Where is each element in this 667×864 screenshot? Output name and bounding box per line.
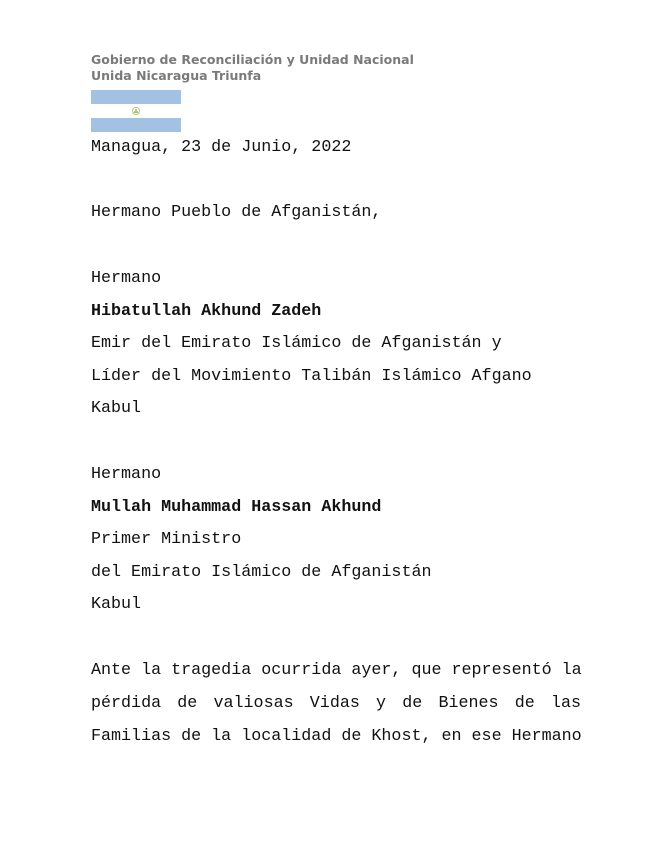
recipient-block-2 [91,465,581,628]
body-line: Ante la tragedia ocurrida ayer, que representó la [91,660,582,680]
body-line: pérdida de valiosas Vidas y de Bienes de las [91,693,581,713]
recipient-name: Mullah Muhammad Hassan Akhund [91,497,382,517]
recipient-city: Kabul [91,595,142,615]
government-header-line-1: Gobierno de Reconciliación y Unidad Nacional [91,52,414,67]
letter-greeting: Hermano Pueblo de Afganistán, [91,203,382,222]
recipient-block-1 [91,269,581,432]
recipient-title-line-1: Primer Ministro [91,530,242,550]
recipient-title-line-2: Líder del Movimiento Talibán Islámico Afgano [91,366,532,386]
recipient-salutation: Hermano [91,269,162,288]
recipient-salutation: Hermano [91,464,162,484]
letter-page [91,52,581,760]
flag-bottom-stripe [91,118,181,132]
body-line: Familias de la localidad de Khost, en ese Hermano [91,726,582,746]
letter-date: Managua, 23 de Junio, 2022 [91,138,352,157]
government-header-line-2: Unida Nicaragua Triunfa [91,68,262,83]
flag-top-stripe [91,90,181,104]
recipient-title-line-2: del Emirato Islámico de Afganistán [91,562,432,582]
recipient-name: Hibatullah Akhund Zadeh [91,301,322,321]
government-header [91,52,581,84]
recipient-title-line-1: Emir del Emirato Islámico de Afganistán y [91,334,502,354]
recipient-city: Kabul [91,399,142,419]
nicaragua-flag-icon [91,90,181,132]
letter-body [91,661,581,760]
